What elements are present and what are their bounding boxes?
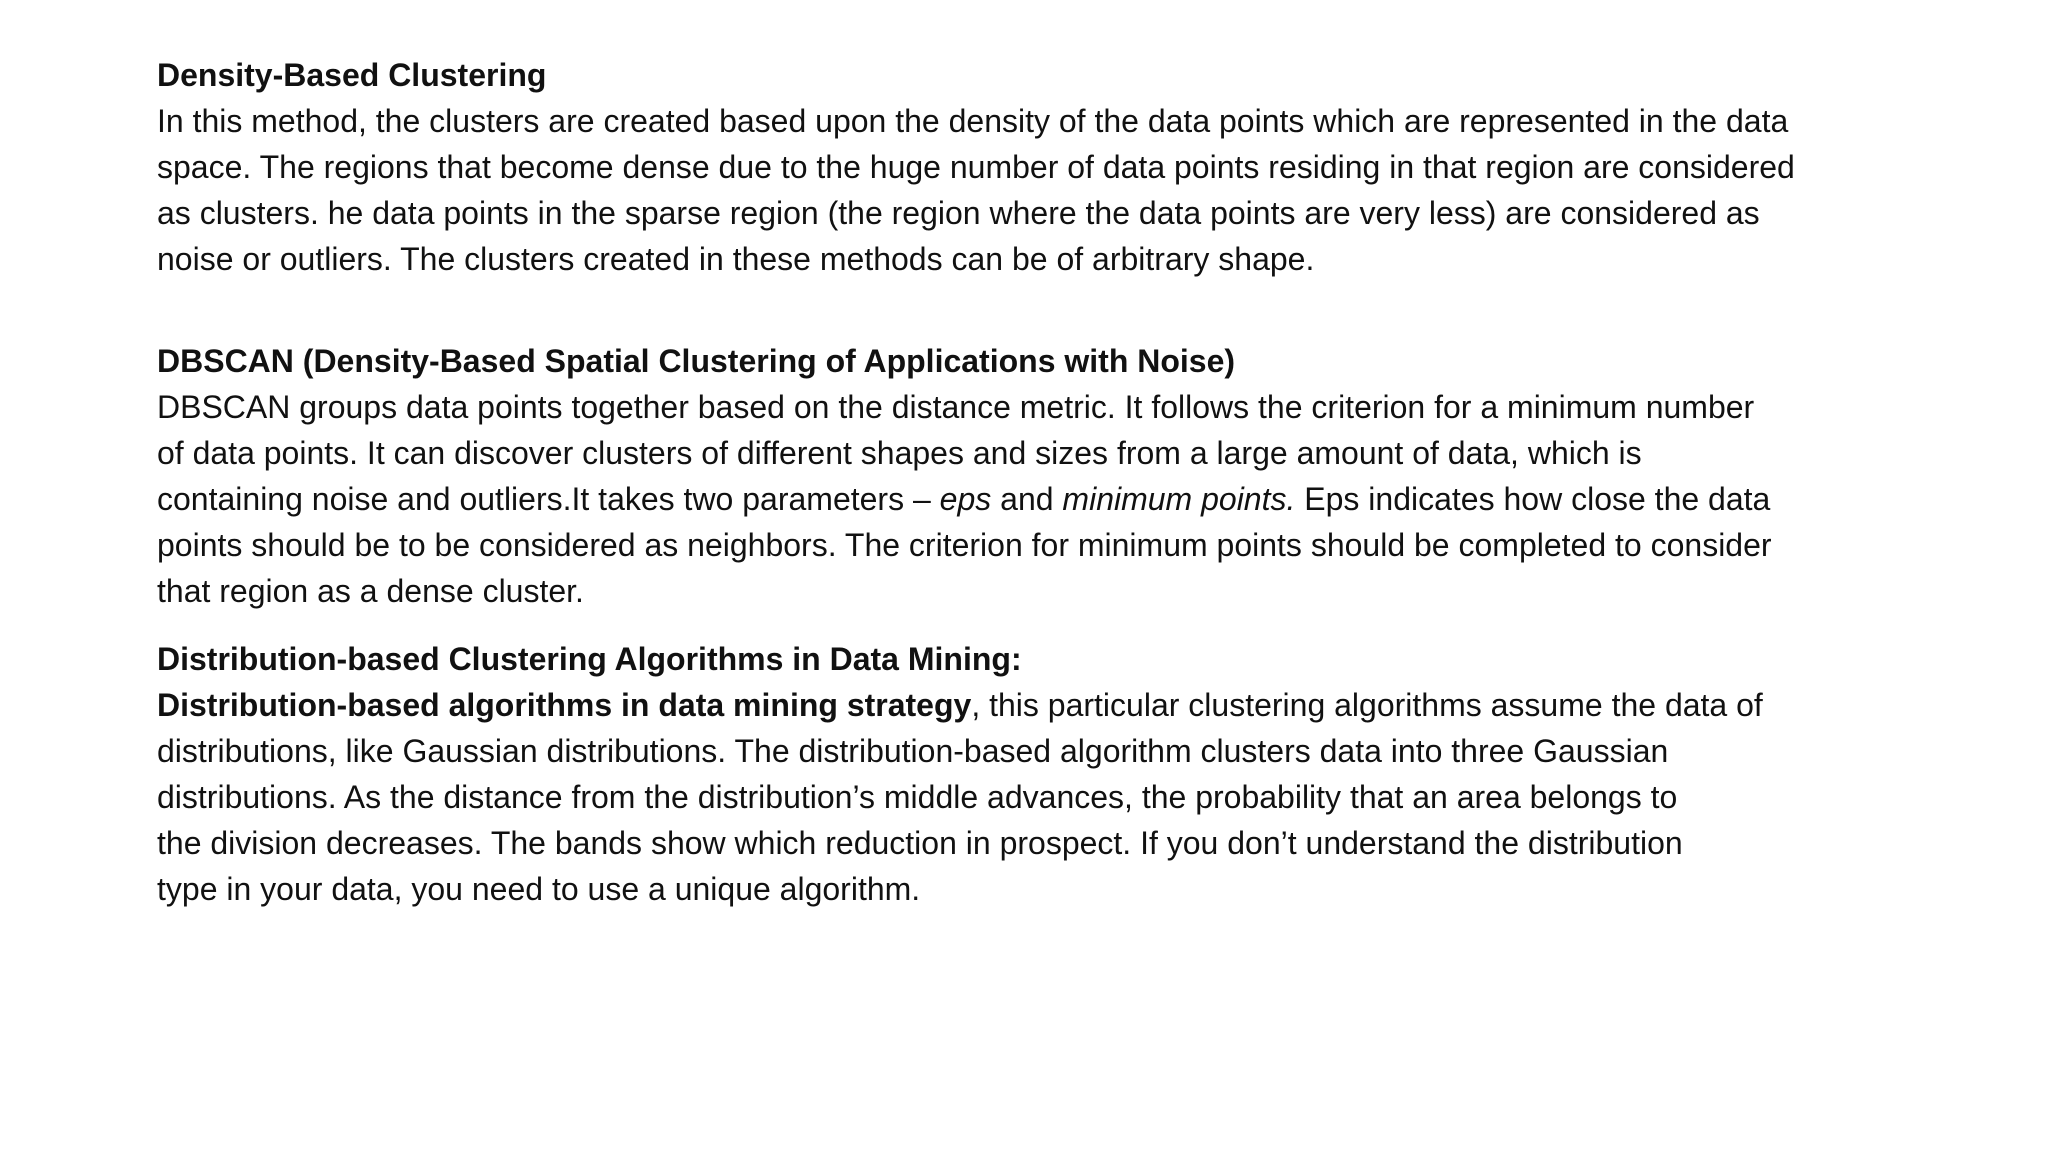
italic-minimum-points: minimum points. <box>1062 481 1296 517</box>
section-dbscan <box>157 338 2017 614</box>
italic-eps: eps <box>939 481 992 517</box>
text-line <box>157 682 2017 728</box>
text-line: space. The regions that become dense due to the huge number of data points residing in that region are considered <box>157 149 1795 185</box>
text-fragment: containing noise and outliers.It takes two parameters – <box>157 481 940 517</box>
paragraph-density-based <box>157 98 2017 282</box>
text-line: DBSCAN groups data points together based on the distance metric. It follows the criterion for a minimum number <box>157 389 1755 425</box>
text-line: distributions. As the distance from the distribution’s middle advances, the probability that an area belongs to <box>157 779 1678 815</box>
text-line: distributions, like Gaussian distributions. The distribution-based algorithm clusters data into three Gaussian <box>157 733 1669 769</box>
heading-density-based: Density-Based Clustering <box>157 57 547 93</box>
heading-dbscan: DBSCAN (Density-Based Spatial Clustering of Applications with Noise) <box>157 343 1236 379</box>
text-line: noise or outliers. The clusters created in these methods can be of arbitrary shape. <box>157 241 1315 277</box>
section-density-based <box>157 52 2017 282</box>
text-line: points should be to be considered as neighbors. The criterion for minimum points should be completed to consider <box>157 527 1772 563</box>
text-line: as clusters. he data points in the sparse region (the region where the data points are very less) are considered as <box>157 195 1760 231</box>
text-line <box>157 476 2017 522</box>
section-distribution-based <box>157 636 2017 912</box>
slide-content <box>157 52 2017 912</box>
heading-distribution-based: Distribution-based Clustering Algorithms in Data Mining: <box>157 641 1022 677</box>
text-fragment: and <box>991 481 1063 517</box>
text-line: of data points. It can discover clusters of different shapes and sizes from a large amount of data, which is <box>157 435 1642 471</box>
paragraph-dbscan <box>157 384 2017 614</box>
text-line: In this method, the clusters are created based upon the density of the data points which are represented in the data <box>157 103 1789 139</box>
text-line: that region as a dense cluster. <box>157 573 584 609</box>
text-fragment: Eps indicates how close the data <box>1295 481 1771 517</box>
bold-phrase: Distribution-based algorithms in data mining strategy <box>157 687 972 723</box>
text-fragment: , this particular clustering algorithms assume the data of <box>971 687 1763 723</box>
text-line: type in your data, you need to use a unique algorithm. <box>157 871 921 907</box>
paragraph-distribution-based <box>157 682 2017 912</box>
text-line: the division decreases. The bands show which reduction in prospect. If you don’t understand the distribution <box>157 825 1683 861</box>
